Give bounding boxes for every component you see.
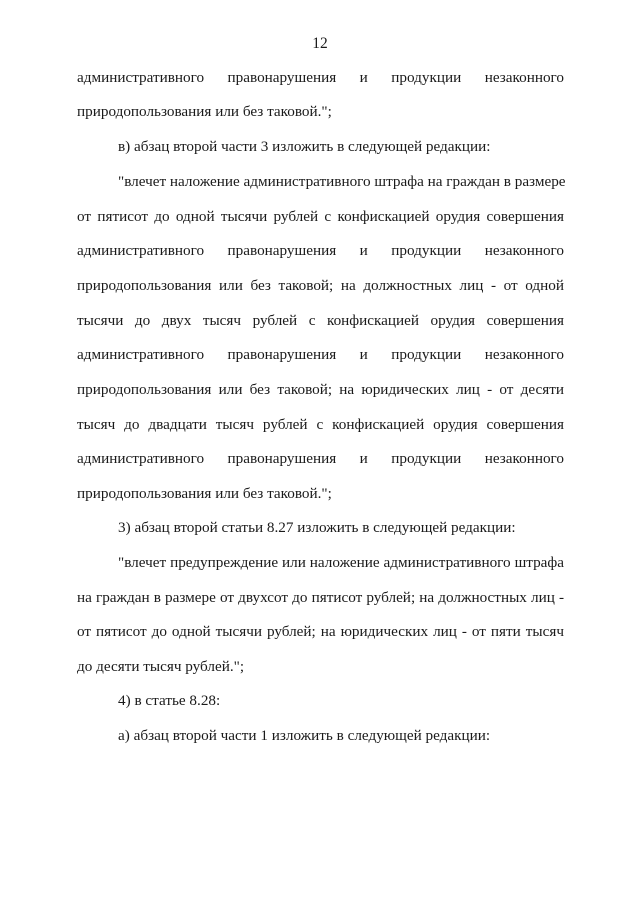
text-line: природопользования или без таковой; на должностных лиц - от одной (77, 277, 564, 294)
text-line: природопользования или без таковой."; (77, 103, 332, 120)
text-line: до десяти тысяч рублей."; (77, 658, 245, 675)
text-line: административного правонарушения и продукции незаконного (77, 450, 564, 467)
text-line: в) абзац второй части 3 изложить в следующей редакции: (118, 138, 491, 155)
text-line: административного правонарушения и продукции незаконного (77, 69, 564, 86)
text-line: природопользования или без таковой."; (77, 485, 332, 502)
text-line: тысяч до двадцати тысяч рублей с конфискацией орудия совершения (77, 416, 564, 433)
text-line: природопользования или без таковой; на юридических лиц - от десяти (77, 381, 564, 398)
text-line: а) абзац второй части 1 изложить в следующей редакции: (118, 727, 491, 744)
text-line: от пятисот до одной тысячи рублей с конфискацией орудия совершения (77, 208, 564, 225)
text-line: от пятисот до одной тысячи рублей; на юридических лиц - от пяти тысяч (77, 623, 564, 640)
text-line: 3) абзац второй статьи 8.27 изложить в следующей редакции: (118, 519, 516, 536)
text-line: административного правонарушения и продукции незаконного (77, 346, 564, 363)
page-number: 12 (312, 35, 328, 52)
text-line: на граждан в размере от двухсот до пятисот рублей; на должностных лиц - (77, 589, 564, 606)
text-line: 4) в статье 8.28: (118, 692, 221, 709)
text-line: "влечет наложение административного штрафа на граждан в размере (118, 173, 566, 190)
text-line: "влечет предупреждение или наложение административного штрафа (118, 554, 564, 571)
text-line: административного правонарушения и продукции незаконного (77, 242, 564, 259)
text-line: тысячи до двух тысяч рублей с конфискацией орудия совершения (77, 312, 564, 329)
